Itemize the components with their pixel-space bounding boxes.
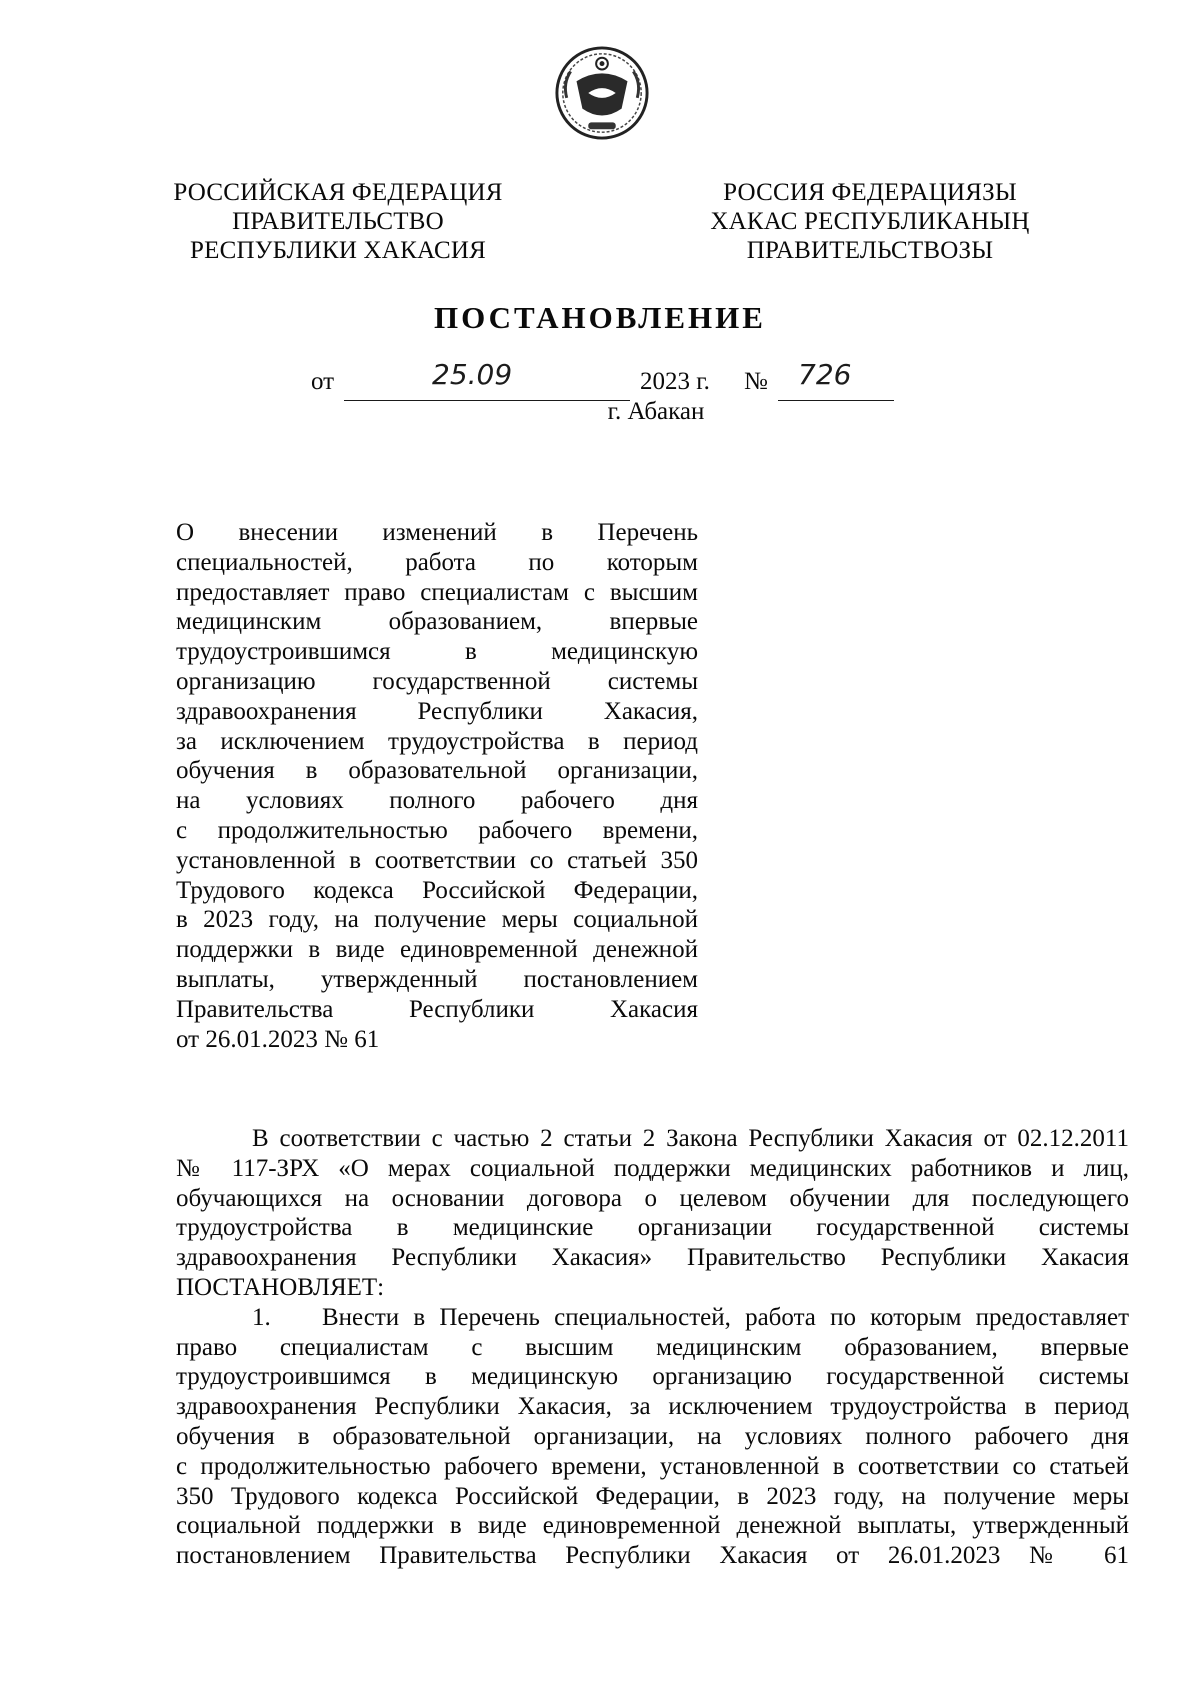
preamble-line: № 117-ЗРХ «О мерах социальной поддержки медицинских работников и лиц, — [176, 1154, 1129, 1182]
preamble-line: В соответствии с частью 2 статьи 2 Закона Республики Хакасия от 02.12.2011 — [252, 1125, 1129, 1152]
subject-line: здравоохранения Республики Хакасия, — [176, 697, 698, 725]
item-line: 350 Трудового кодекса Российской Федерации, в 2023 году, на получение меры — [176, 1482, 1129, 1510]
subject-line: с продолжительностью рабочего времени, — [176, 816, 698, 844]
subject-line: поддержки в виде единовременной денежной — [176, 936, 698, 964]
handwritten-date: 25.09 — [432, 358, 513, 391]
item-line: право специалистам с высшим медицинским образованием, впервые — [176, 1333, 1129, 1361]
subject-line: обучения в образовательной организации, — [176, 757, 698, 785]
item-number: 1. — [252, 1303, 271, 1331]
subject-line: на условиях полного рабочего дня — [176, 787, 698, 815]
date-underline — [344, 358, 630, 401]
preamble-line: обучающихся на основании договора о целевом обучении для последующего — [176, 1184, 1129, 1212]
header-left-line: РЕСПУБЛИКИ ХАКАСИЯ — [190, 237, 486, 264]
header-right-line: ХАКАС РЕСПУБЛИКАНЫҢ — [710, 208, 1030, 235]
city — [0, 398, 1200, 426]
header-left-line: ПРАВИТЕЛЬСТВО — [232, 208, 444, 235]
subject-line: Правительства Республики Хакасия — [176, 995, 698, 1023]
document-title: ПОСТАНОВЛЕНИЕ — [434, 300, 766, 335]
coat-of-arms-emblem — [553, 44, 651, 142]
item-line: здравоохранения Республики Хакасия, за исключением трудоустройства в период — [176, 1393, 1129, 1421]
subject-line: предоставляет право специалистам с высшим — [176, 578, 698, 606]
item-line: постановлением Правительства Республики Хакасия от 26.01.2023 № 61 — [176, 1542, 1129, 1570]
from-label: от — [311, 368, 335, 395]
handwritten-number: 726 — [798, 358, 852, 391]
header-right-line: РОССИЯ ФЕДЕРАЦИЯЗЫ — [723, 179, 1017, 206]
number-label: № — [744, 368, 768, 395]
header-left-russian — [168, 178, 508, 265]
document-body — [176, 1124, 1129, 1571]
item-line: Внести в Перечень специальностей, работа по которым предоставляет — [322, 1303, 1129, 1331]
subject-line: специальностей, работа по которым — [176, 548, 698, 576]
date-number-line — [0, 358, 1200, 400]
subject-line: организацию государственной системы — [176, 667, 698, 695]
header-left-line: РОССИЙСКАЯ ФЕДЕРАЦИЯ — [173, 179, 503, 206]
subject-line: в 2023 году, на получение меры социальной — [176, 906, 698, 934]
item-line: обучения в образовательной организации, на условиях полного рабочего дня — [176, 1422, 1129, 1450]
subject-line: О внесении изменений в Перечень — [176, 519, 698, 546]
item-line: с продолжительностью рабочего времени, установленной в соответствии со статьей — [176, 1452, 1129, 1480]
subject-line: медицинским образованием, впервые — [176, 608, 698, 636]
header-right-line: ПРАВИТЕЛЬСТВОЗЫ — [746, 237, 994, 264]
item-first-line — [176, 1303, 1129, 1333]
header-right-khakas — [690, 178, 1050, 265]
item-line: трудоустроившимся в медицинскую организацию государственной системы — [176, 1363, 1129, 1391]
city-label: г. Абакан — [607, 398, 705, 425]
subject-block — [176, 518, 698, 1054]
preamble-line: трудоустройства в медицинские организации государственной системы — [176, 1214, 1129, 1242]
preamble-line: ПОСТАНОВЛЯЕТ: — [176, 1273, 385, 1301]
subject-line: от 26.01.2023 № 61 — [176, 1025, 380, 1053]
subject-line: трудоустроившимся в медицинскую — [176, 638, 698, 666]
subject-line: за исключением трудоустройства в период — [176, 727, 698, 755]
year-label: 2023 г. — [640, 368, 710, 395]
number-underline — [778, 358, 894, 401]
subject-line: Трудового кодекса Российской Федерации, — [176, 876, 698, 904]
subject-line: установленной в соответствии со статьей 350 — [176, 846, 698, 874]
item-line: социальной поддержки в виде единовременной денежной выплаты, утвержденный — [176, 1512, 1129, 1540]
preamble-line: здравоохранения Республики Хакасия» Правительство Республики Хакасия — [176, 1244, 1129, 1272]
subject-line: выплаты, утвержденный постановлением — [176, 965, 698, 993]
